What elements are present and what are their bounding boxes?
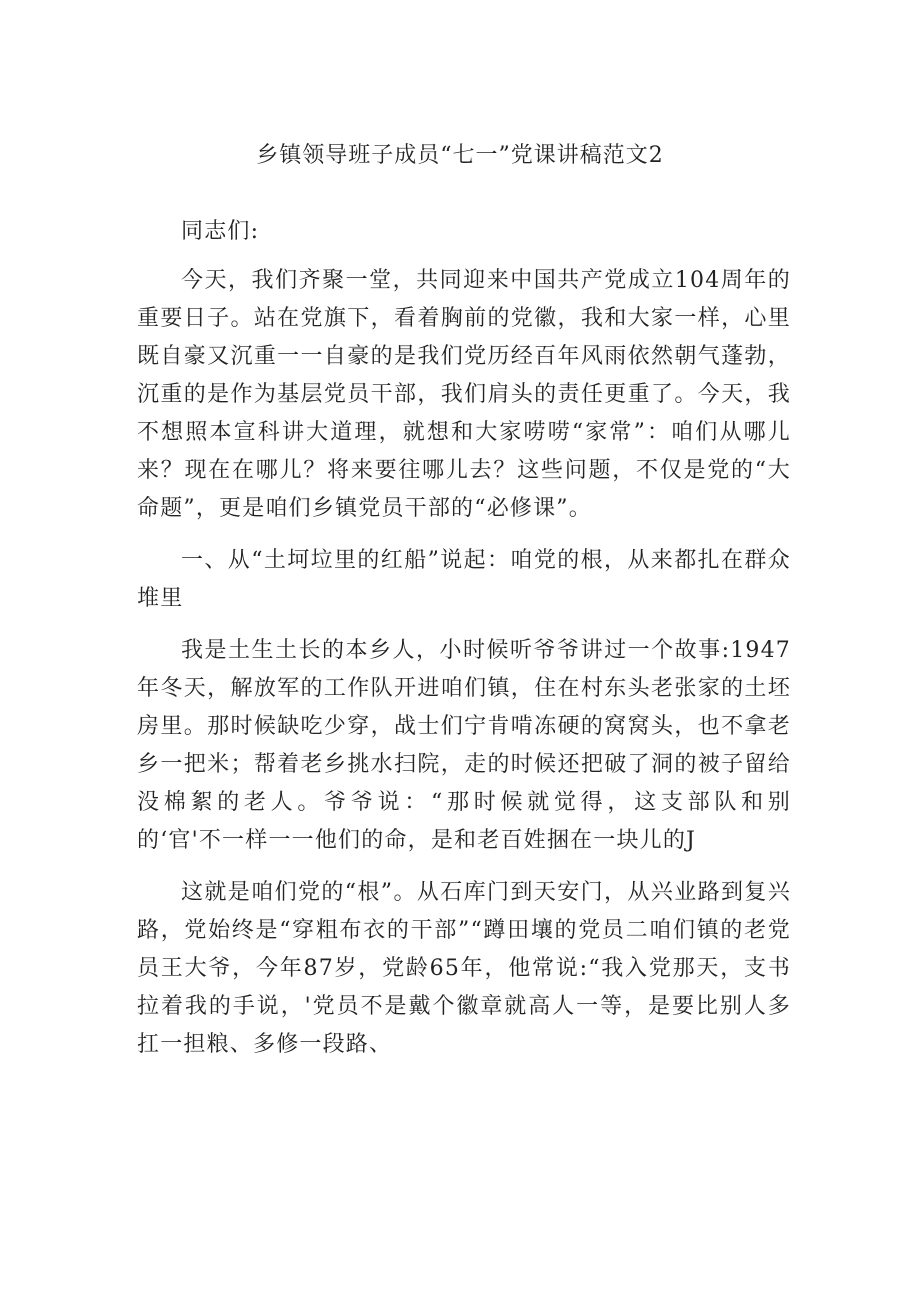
paragraph-story: 我是土生土长的本乡人，小时候听爷爷讲过一个故事:1947年冬天，解放军的工作队开进咱们镇，住在村东头老张家的土坯房里。那时候缺吃少穿，战士们宁肯啃冻硬的窝窝头，也不拿老乡一把米；帮着老乡挑水扫院，走的时候还把破了洞的被子留给没棉絮的老人。爷爷说：“那时候就觉得，这支部队和别的‘官'不一样一一他们的命，是和老百姓捆在一块儿的J	[137, 638, 791, 853]
document-title: 乡镇领导班子成员“七一”党课讲稿范文2	[256, 143, 664, 168]
paragraph-root: 这就是咱们党的“根”。从石库门到天安门，从兴业路到复兴路，党始终是“穿粗布衣的干部”“蹲田壤的党员二咱们镇的老党员王大爷，今年87岁，党龄65年，他常说:“我入党那天，支书拉着我的手说，'党员不是戴个徽章就高人一等，是要比别人多扛一担粮、多修一段路、	[137, 880, 791, 1057]
paragraph-intro: 今天，我们齐聚一堂，共同迎来中国共产党成立104周年的重要日子。站在党旗下，看着胸前的党徽，我和大家一样，心里既自豪又沉重一一自豪的是我们党历经百年风雨依然朝气蓬勃，沉重的是作为基层党员干部，我们肩头的责任更重了。今天，我不想照本宣科讲大道理，就想和大家唠唠“家常”：咱们从哪儿来？现在在哪儿？将来要往哪儿去？这些问题，不仅是党的“大命题”，更是咱们乡镇党员干部的“必修课”。	[137, 268, 791, 521]
greeting: 同志们:	[181, 219, 260, 244]
section-heading-1: 一、从“土坷垃里的红船”说起：咱党的根，从来都扎在群众堆里	[137, 548, 791, 611]
document-body	[137, 213, 791, 1064]
